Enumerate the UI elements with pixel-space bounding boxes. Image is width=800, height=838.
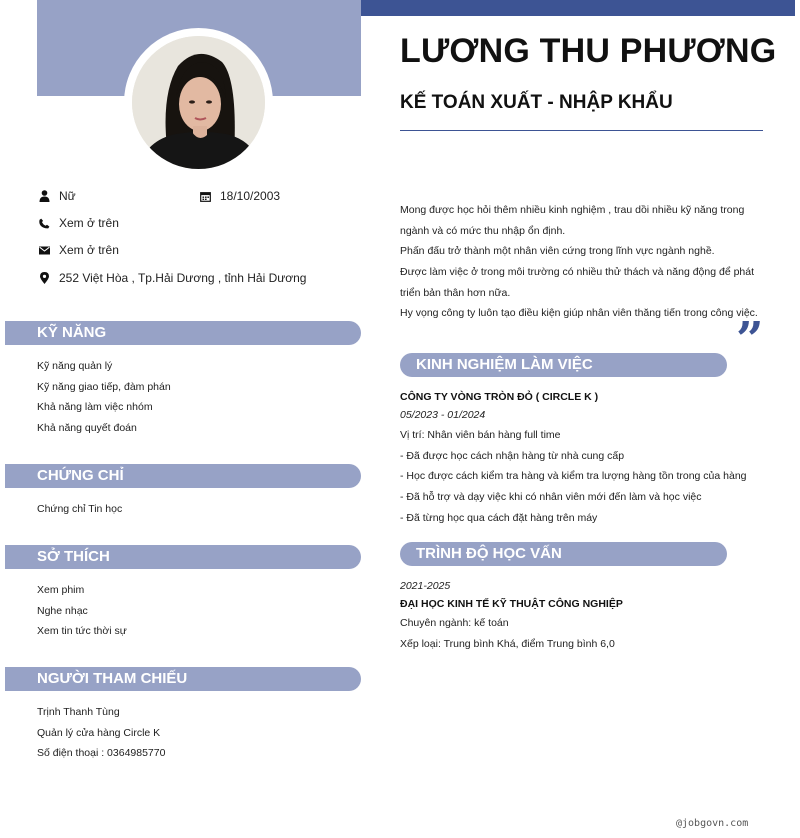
avatar [132,36,265,169]
hobbies-list [37,580,127,642]
envelope-icon [37,243,51,257]
list-item: - Đã hỗ trợ và dạy việc khi có nhân viên mới đến làm và học việc [400,491,702,504]
list-item: Kỹ năng giao tiếp, đàm phán [37,380,171,393]
objective-line: Được làm việc ở trong môi trường có nhiều thử thách và năng động để phát [400,266,755,279]
list-item: Quản lý cửa hàng Circle K [37,726,161,739]
list-item: Trịnh Thanh Tùng [37,706,120,718]
objective-line: triển bản thân hơn nữa. [400,286,511,299]
phone-value: Xem ở trên [59,216,119,230]
objective-line: Mong được học hỏi thêm nhiều kinh nghiệm , trau dồi nhiều kỹ năng trong [400,204,745,216]
list-item: Chứng chỉ Tin học [37,503,123,515]
certificates-list [37,499,122,520]
list-item: Chuyên ngành: kế toán [400,617,509,629]
list-item: Kỹ năng quản lý [37,360,113,372]
objective-line: Hy vọng công ty luôn tạo điều kiện giúp nhân viên thăng tiến trong công việc. [400,307,758,320]
list-item: Nghe nhạc [37,604,88,617]
birthdate-value: 18/10/2003 [220,189,281,203]
list-item: Xem phim [37,584,85,596]
objective-line: ngành và có mức thu nhập ổn định. [400,224,566,237]
list-item: Xếp loại: Trung bình Khá, điểm Trung bình 6,0 [400,637,615,650]
education-school: ĐẠI HỌC KINH TẾ KỸ THUẬT CÔNG NGHIỆP [400,598,623,610]
title-divider [400,130,763,131]
gender-row [37,189,76,203]
education-period: 2021-2025 [400,580,451,592]
list-item: - Học được cách kiểm tra hàng và kiểm tra lượng hàng tồn trong của hàng [400,470,747,483]
quote-mark-icon: ” [736,312,764,368]
person-icon [37,189,51,203]
watermark: @jobgovn.com [676,818,749,829]
experience-period: 05/2023 - 01/2024 [400,409,486,421]
experience-heading: KINH NGHIỆM LÀM VIỆC [400,353,727,377]
experience-details [400,425,747,528]
list-item: Vị trí: Nhân viên bán hàng full time [400,429,561,441]
references-list [37,702,165,764]
references-heading: NGƯỜI THAM CHIẾU [5,667,361,691]
list-item: Số điện thoại : 0364985770 [37,747,166,760]
certificates-heading: CHỨNG CHỈ [5,464,361,488]
phone-row [37,216,119,230]
email-value: Xem ở trên [59,243,119,257]
candidate-name: LƯƠNG THU PHƯƠNG [400,32,777,70]
calendar-icon [198,189,212,203]
portrait-image [132,36,265,169]
address-value: 252 Việt Hòa , Tp.Hải Dương , tỉnh Hải Dương [59,271,307,285]
list-item: Khả năng quyết đoán [37,422,137,435]
job-title: KẾ TOÁN XUẤT - NHẬP KHẨU [400,92,673,113]
list-item: Khả năng làm việc nhóm [37,401,153,414]
list-item: Xem tin tức thời sự [37,625,127,638]
hobbies-heading: SỞ THÍCH [5,545,361,569]
gender-value: Nữ [59,189,76,203]
skills-heading: KỸ NĂNG [5,321,361,345]
list-item: - Đã được học cách nhận hàng từ nhà cung cấp [400,449,625,462]
top-accent-bar [361,0,795,16]
education-heading: TRÌNH ĐỘ HỌC VẤN [400,542,727,566]
education-details [400,613,615,654]
address-row [37,271,306,285]
list-item: - Đã từng học qua cách đặt hàng trên máy [400,511,598,524]
map-pin-icon [37,271,51,285]
email-row [37,243,119,257]
skills-list [37,356,171,439]
objective-line: Phấn đấu trở thành một nhân viên cứng trong lĩnh vực ngành nghề. [400,245,715,258]
birthdate-row [198,189,280,203]
career-objective [400,200,758,324]
experience-company: CÔNG TY VÒNG TRÒN ĐỎ ( CIRCLE K ) [400,391,599,403]
phone-icon [37,216,51,230]
